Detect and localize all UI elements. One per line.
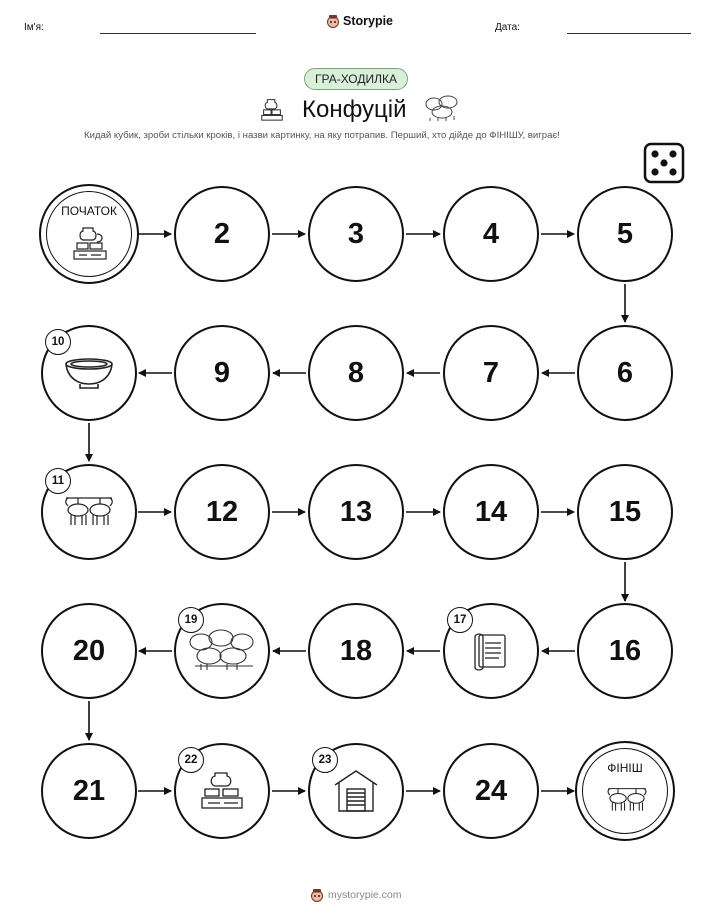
instructions: Кидай кубик, зроби стільки кроків, і назви картинку, на яку потрапив. Перший, хто дійде до ФІНІШУ, виграє! [84, 130, 560, 141]
ox-plow-icon [605, 783, 649, 817]
board-cell-7 [443, 325, 539, 421]
cell-number: 7 [482, 356, 500, 389]
cell-number: 18 [339, 634, 373, 667]
cell-number: 8 [347, 356, 365, 389]
board-cell-18 [308, 603, 404, 699]
board-cell-12 [174, 464, 270, 560]
cell-number-badge: 23 [312, 747, 338, 773]
cell-number: 15 [608, 495, 642, 528]
cell-number: 6 [616, 356, 634, 389]
scroll-icon [471, 629, 511, 673]
cell-number: 2 [213, 217, 231, 250]
cell-number-badge: 19 [178, 607, 204, 633]
footer-site-link[interactable]: mystorypie.com [328, 889, 402, 901]
finish-cell [575, 741, 675, 841]
granary-icon [331, 767, 381, 815]
pottery-icon [71, 224, 109, 264]
cell-number: 24 [474, 774, 508, 807]
board-cell-15 [577, 464, 673, 560]
board-cell-2 [174, 186, 270, 282]
start-cell [39, 184, 139, 284]
board-cell-6 [577, 325, 673, 421]
board-cell-21 [41, 743, 137, 839]
cell-number: 13 [339, 495, 373, 528]
cell-number-badge: 11 [45, 468, 71, 494]
page-title: Конфуцій [302, 96, 407, 123]
bowl-icon [62, 355, 116, 391]
cell-number: 4 [482, 217, 500, 250]
board-cell-24 [443, 743, 539, 839]
board-cell-9 [174, 325, 270, 421]
cell-number-badge: 17 [447, 607, 473, 633]
pottery-icon [199, 769, 245, 813]
board-cell-16 [577, 603, 673, 699]
cell-number: 9 [213, 356, 231, 389]
start-label: ПОЧАТОК [61, 204, 117, 218]
cell-number: 20 [72, 634, 106, 667]
board-cell-4 [443, 186, 539, 282]
board-cell-8 [308, 325, 404, 421]
board-cell-3 [308, 186, 404, 282]
cell-number: 12 [205, 495, 239, 528]
finish-label: ФІНІШ [607, 761, 643, 775]
date-label: Дата: [495, 22, 520, 33]
cell-number: 5 [616, 217, 634, 250]
cell-number-badge: 22 [178, 747, 204, 773]
sheep-flock-icon [187, 626, 257, 676]
cell-number-badge: 10 [45, 329, 71, 355]
ox-plow-icon [62, 492, 116, 532]
cell-number: 16 [608, 634, 642, 667]
brand-name: Storypie [343, 14, 394, 28]
cell-number: 14 [474, 495, 508, 528]
cell-number: 3 [347, 217, 365, 250]
board-cell-13 [308, 464, 404, 560]
cell-number: 21 [72, 774, 106, 807]
storypie-mascot-icon [310, 888, 324, 902]
footer [310, 888, 402, 902]
board-cell-14 [443, 464, 539, 560]
board-cell-20 [41, 603, 137, 699]
game-type-pill: ГРА-ХОДИЛКА [304, 68, 408, 90]
name-label: Ім'я: [24, 22, 44, 33]
board-cell-5 [577, 186, 673, 282]
